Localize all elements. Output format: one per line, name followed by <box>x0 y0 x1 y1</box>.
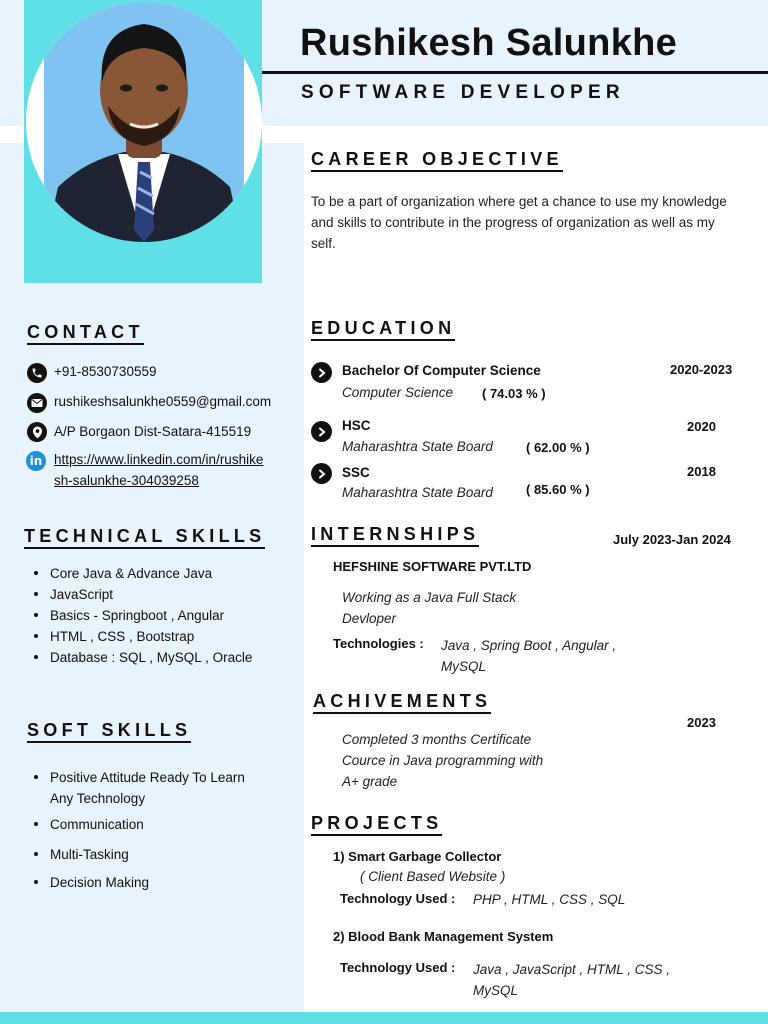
achievement-line: A+ grade <box>342 774 398 789</box>
project-tech-label: Technology Used : <box>340 891 456 906</box>
education-degree: SSC <box>342 465 370 480</box>
list-item: Decision Making <box>24 872 245 893</box>
candidate-name: Rushikesh Salunkhe <box>300 22 678 64</box>
project-tech <box>473 959 670 1001</box>
technical-skills-list <box>24 563 252 668</box>
education-subtitle: Computer Science <box>342 385 454 400</box>
achievement-year: 2023 <box>687 715 716 730</box>
internship-role <box>342 587 516 629</box>
project-subtitle: ( Client Based Website ) <box>360 869 506 884</box>
linkedin-link[interactable] <box>54 449 263 491</box>
education-degree: Bachelor Of Computer Science <box>342 363 541 378</box>
internship-tech-line: MySQL <box>441 659 487 674</box>
education-subtitle: Maharashtra State Board <box>342 485 493 500</box>
chevron-right-icon <box>311 463 332 484</box>
education-score: ( 74.03 % ) <box>482 386 546 401</box>
internship-role-line: Working as a Java Full Stack <box>342 590 517 605</box>
list-item: HTML , CSS , Bootstrap <box>24 626 252 647</box>
phone-icon <box>27 363 47 383</box>
footer-strip <box>0 1012 768 1024</box>
internship-tech-line: Java , Spring Boot , Angular , <box>441 638 617 653</box>
list-item: Basics - Springboot , Angular <box>24 605 252 626</box>
linkedin-icon: in <box>26 451 46 471</box>
achievement-text <box>342 729 543 792</box>
project-tech-line: Java , JavaScript , HTML , CSS , <box>473 962 671 977</box>
education-year: 2020-2023 <box>670 362 733 377</box>
internships-heading: INTERNSHIPS <box>311 524 479 547</box>
profile-photo <box>26 2 262 242</box>
project-title: 2) Blood Bank Management System <box>333 929 554 944</box>
education-degree: HSC <box>342 418 371 433</box>
email-icon <box>27 393 47 413</box>
list-item: JavaScript <box>24 584 252 605</box>
profile-photo-image <box>26 2 262 242</box>
career-objective-text: To be a part of organization where get a chance to use my knowledge and skills to contribute in the progress of organization as well as my self. <box>311 194 727 251</box>
achievement-line: Completed 3 months Certificate <box>342 732 532 747</box>
education-score: ( 85.60 % ) <box>526 482 590 497</box>
project-tech-line: MySQL <box>473 983 519 998</box>
project-title: 1) Smart Garbage Collector <box>333 849 502 864</box>
chevron-right-icon <box>311 362 332 383</box>
achievement-line: Cource in Java programming with <box>342 753 544 768</box>
contact-heading: CONTACT <box>27 322 144 345</box>
career-objective-heading: CAREER OBJECTIVE <box>311 149 563 172</box>
linkedin-link-line1[interactable]: https://www.linkedin.com/in/rushike <box>54 452 264 467</box>
linkedin-link-line2[interactable]: sh-salunkhe-304039258 <box>54 473 199 488</box>
internship-tech-label: Technologies : <box>333 636 424 651</box>
job-title: SOFTWARE DEVELOPER <box>301 82 625 103</box>
list-item-line: Any Technology <box>50 791 146 806</box>
education-year: 2018 <box>687 464 716 479</box>
technical-skills-heading: TECHNICAL SKILLS <box>24 526 265 549</box>
internship-company: HEFSHINE SOFTWARE PVT.LTD <box>333 559 532 574</box>
soft-skills-heading: SOFT SKILLS <box>27 720 191 743</box>
list-item <box>24 767 245 809</box>
education-year: 2020 <box>687 419 716 434</box>
chevron-right-icon <box>311 421 332 442</box>
project-tech-label: Technology Used : <box>340 960 456 975</box>
list-item: Multi-Tasking <box>24 844 245 865</box>
header-divider <box>262 71 768 74</box>
projects-heading: PROJECTS <box>311 813 442 836</box>
education-subtitle: Maharashtra State Board <box>342 439 493 454</box>
address: A/P Borgaon Dist-Satara-415519 <box>54 424 252 439</box>
internship-role-line: Devloper <box>342 611 397 626</box>
location-pin-icon <box>27 422 47 442</box>
email-address[interactable]: rushikeshsalunkhe0559@gmail.com <box>54 394 272 409</box>
achievements-heading: ACHIVEMENTS <box>313 691 491 714</box>
education-score: ( 62.00 % ) <box>526 440 590 455</box>
list-item: Database : SQL , MySQL , Oracle <box>24 647 252 668</box>
soft-skills-list <box>24 767 245 893</box>
list-item-line: Positive Attitude Ready To Learn <box>50 770 245 785</box>
education-heading: EDUCATION <box>311 318 455 341</box>
list-item: Communication <box>24 814 245 835</box>
project-tech: PHP , HTML , CSS , SQL <box>473 892 626 907</box>
list-item: Core Java & Advance Java <box>24 563 252 584</box>
internship-date: July 2023-Jan 2024 <box>613 532 731 547</box>
internship-tech <box>441 635 616 677</box>
phone-number: +91-8530730559 <box>54 364 157 379</box>
